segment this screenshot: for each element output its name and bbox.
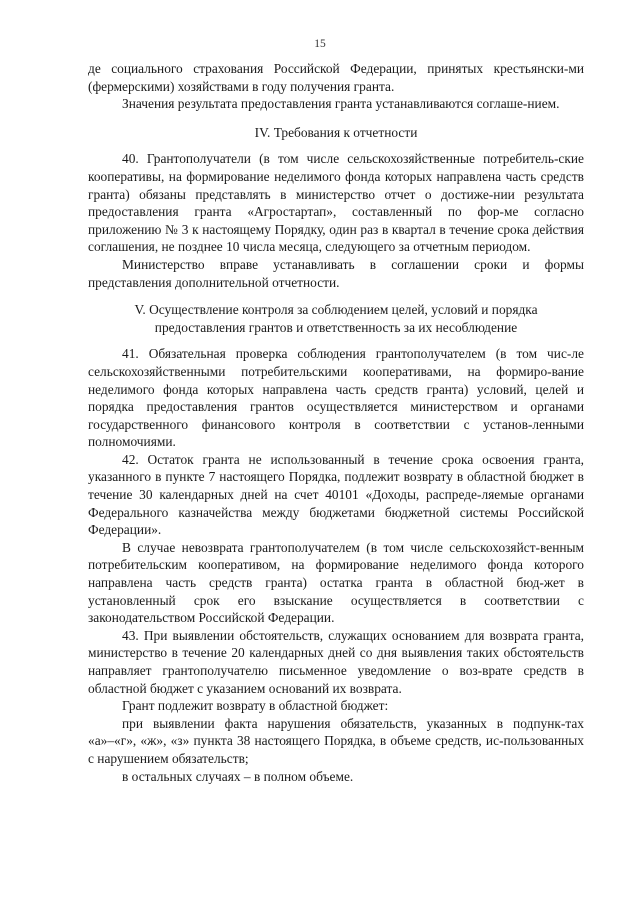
paragraph: В случае невозврата грантополучателем (в том числе сельскохозяйст-венным потребительским кооперативом, на формирование неделимого фонда которого направлена часть средств гранта) остатка гранта в областной бюд-жет в установленный срок его взыскание осуществляется в соответствии с законодательством Российской Федерации. <box>88 539 584 626</box>
paragraph-42: 42. Остаток гранта не использованный в течение срока освоения гранта, указанного в пункте 7 настоящего Порядка, подлежит возврату в областной бюджет в течение 30 календарных дней на счет 40101 «Доходы, распреде-ляемые органами Федерального казначейства между бюджетами бюджетной системы Российской Федерации». <box>88 451 584 538</box>
paragraph-41: 41. Обязательная проверка соблюдения грантополучателем (в том чис-ле сельскохозяйственными потребительскими кооперативами, на формиро-вание неделимого фонда которых направлена часть средств гранта) условий, целей и порядка предоставления грантов осуществляется министерством и органами государственного финансового контроля в соответствии с установ-ленными полномочиями. <box>88 346 584 450</box>
paragraph-43: 43. При выявлении обстоятельств, служащих основанием для возврата гранта, министерство в течение 20 календарных дней со дня выявления таких обстоятельств направляет грантополучателю письменное уведомление о воз-врате средств в областной бюджет с указанием оснований их возврата. <box>88 627 584 696</box>
page-number: 15 <box>314 38 326 50</box>
section-heading-v <box>88 301 584 336</box>
paragraph-40: 40. Грантополучатели (в том числе сельскохозяйственные потребитель-ские кооперативы, на формирование неделимого фонда которых направлена часть средств гранта) обязаны представлять в министерство отчет о достиже-нии результата предоставления гранта «Агростартап», составленный по фор-ме согласно приложению № 3 к настоящему Порядку, один раз в квартал в течение срока действия соглашения, не позднее 10 числа месяца, следующего за отчетным периодом. <box>88 151 584 255</box>
paragraph: при выявлении факта нарушения обязательств, указанных в подпунк-тах «а»–«г», «ж», «з» пункта 38 настоящего Порядка, в объеме средств, ис-пользованных с нарушением обязательств; <box>88 715 584 766</box>
section-heading-v-line2: предоставления грантов и ответственность за их несоблюдение <box>154 319 518 335</box>
paragraph: Министерство вправе устанавливать в соглашении сроки и формы представления дополнительной отчетности. <box>88 256 584 290</box>
document-body <box>88 60 584 785</box>
section-heading-iv: IV. Требования к отчетности <box>254 124 418 140</box>
section-heading-v-line1: V. Осуществление контроля за соблюдением целей, условий и порядка <box>134 302 538 318</box>
paragraph: Грант подлежит возврату в областной бюджет: <box>122 698 389 714</box>
paragraph: де социального страхования Российской Федерации, принятых крестьянски-ми (фермерскими) хозяйствами в году получения гранта. <box>88 61 584 94</box>
paragraph: в остальных случаях – в полном объеме. <box>122 768 354 784</box>
paragraph: Значения результата предоставления гранта устанавливаются соглаше-нием. <box>122 96 560 112</box>
